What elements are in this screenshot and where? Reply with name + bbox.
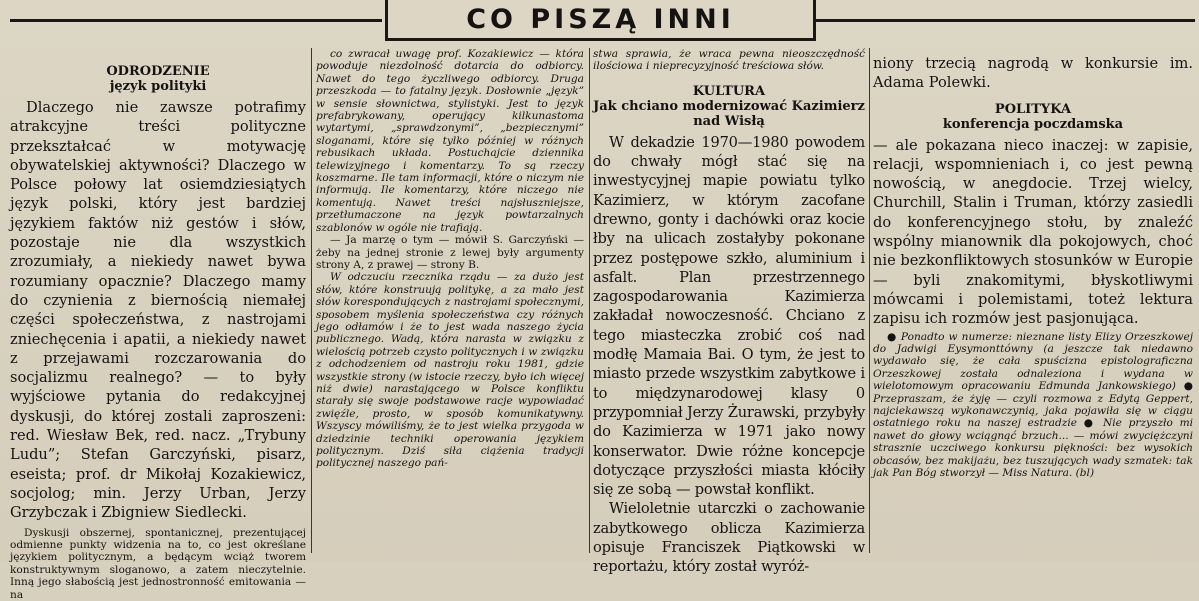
masthead-rule-right xyxy=(815,19,1195,22)
section-heading: KULTURA xyxy=(692,83,766,99)
section-heading: POLITYKA xyxy=(994,101,1072,117)
article-paragraph: Wieloletnie utarczki o zachowanie zabytkowego oblicza Kazimierza opisuje Franciszek Piątkowski w reportażu, który został wyróż- xyxy=(593,500,865,576)
article-paragraph: — ale pokazana nieco inaczej: w zapisie, relacji, wspomnieniach i, co jest pewną nowością, w anegdocie. Trzej wielcy, Churchill, Stalin i Truman, którzy zasiedli do konferencyjnego stołu, by znaleźć wspólny mianownik dla pokojowych, choć nie bezkonfliktowych stosunków w Europie — byli znakomitymi, błyskotliwymi mówcami i polemistami, toteż lektura zapisu ich rozmów jest pasjonująca. xyxy=(873,136,1193,328)
column-divider xyxy=(311,48,312,553)
masthead-title: CO PISZĄ INNI xyxy=(385,0,816,41)
column-divider xyxy=(869,48,870,553)
article-paragraph: stwa sprawia, że wraca pewna nieoszczędność ilościowa i nieprecyzyjność treściowa słów. xyxy=(593,48,865,73)
article-paragraph: — Ja marzę o tym — mówił S. Garczyński — żeby na jednej stronie z lewej były argumenty strony A, z prawej — strony B. xyxy=(316,234,584,271)
column-divider xyxy=(589,48,590,553)
masthead-rule-left xyxy=(10,19,382,22)
article-paragraph: Dyskusji obszernej, spontanicznej, prezentującej odmienne punkty widzenia na to, co jest określane językiem politycznym, a będącym wciąż tworem konstruktywnym sloganowo, a zatem nieczytelnie. Inną jego słabością jest jednostronność emitowania — na xyxy=(10,526,306,601)
article-paragraph: Dlaczego nie zawsze potrafimy atrakcyjne treści polityczne przekształcać w motywację obywatelskiej aktywności? Dlaczego w Polsce połowy lat osiemdziesiątych język polski, który jest bardziej językiem faktów niż gestów i słów, pozostaje nie dla wszystkich zrozumiały, a niekiedy nawet bywa rozumiany opacznie? Dlaczego mamy do czynienia z biernością niemałej części społeczeństwa, z nastrojami zniechęcenia i apatii, a niekiedy nawet z przejawami rozczarowania do socjalizmu realnego? — to były wyjściowe pytania do redakcyjnej dyskusji, do której zostali zaproszeni: red. Wiesław Bek, red. nacz. „Trybuny Ludu”; Stefan Garczyński, pisarz, eseista; prof. dr Mikołaj Kozakiewicz, socjolog; min. Jerzy Urban, Jerzy Grzybczak i Zbigniew Siedlecki. xyxy=(10,99,306,522)
article-paragraph: co zwracał uwagę prof. Kozakiewicz — która powoduje niezdolność dotarcia do odbiorcy. Nawet do tego życzliwego odbiorcy. Druga przeszkoda — to fatalny język. Dosłownie „język” w sensie słownictwa, stylistyki. Jest to język prefabrykowany, operujący kilkunastoma wytartymi, „sprawdzonymi”, „bezpiecznymi” sloganami, które się tylko później w różnych rebusikach układa. Postuchajcie dziennika telewizyjnego i komentarzy. To są rzeczy koszmarne. Ile tam informacji, które o niczym nie informują. Ile komentarzy, które niczego nie komentują. Nawet treści najsłuszniejsze, przetłumaczone na język powtarzalnych szablonów w ogóle nie trafiają. xyxy=(316,48,584,234)
article-paragraph: W dekadzie 1970—1980 powodem do chwały mógł stać się na inwestycyjnej mapie powiatu tylko Kazimierz, w którym zacofane drewno, gonty i dachówki oraz kocie łby na ulicach zostałyby pokonane przez postępowe szkło, aluminium i asfalt. Plan przestrzennego zagospodarowania Kazimierza zakładał nowoczesność. Chciano z tego miasteczka zrobić coś nad modłę Mamaia Bai. O tym, że jest to miasto przede wszystkim zabytkowe i to międzynarodowej klasy 0 przypomniał Jerzy Żurawski, przybyły do Kazimierza w 1971 jako nowy konserwator. Dwie różne koncepcje dotyczące przyszłości miasta kłóciły się ze sobą — powstał konflikt. xyxy=(593,133,865,499)
column-odrodzenie xyxy=(10,55,306,601)
column-kultura xyxy=(593,48,865,576)
article-paragraph: W odczuciu rzecznika rządu — za dużo jest słów, które konstruują politykę, a za mało jest słów korespondujących z nastrojami społecznymi, sposobem myślenia społeczeństwa czy różnych jego odłamów i że to jest wada naszego życia publicznego. Wadą, która narasta w związku z wielością potrzeb czysto politycznych i w związku z odchodzeniem od nastroju roku 1981, gdzie wszystkie strony (w istocie rzeczy, było ich więcej niż dwie) narastającego w Polsce konfliktu starały się swoje podstawowe racje wypowiadać zwięźle, prosto, w sposób komunikatywny. Wszyscy mówiliśmy, że to jest wielka przygoda w dziedzinie techniki operowania językiem politycznym. Dziś siła ciążenia tradycji politycznej naszego pań- xyxy=(316,271,584,470)
column-continuation xyxy=(316,48,584,548)
section-subtitle: język polityki xyxy=(109,79,207,94)
section-heading: ODRODZENIE xyxy=(106,64,210,79)
column-polityka xyxy=(873,48,1193,548)
article-paragraph: ● Ponadto w numerze: nieznane listy Elizy Orzeszkowej do Jadwigi Eysymonttówny (a jeszcze tak niedawno wydawało się, że cała spuścizna epistolograficzna Orzeszkowej została odnaleziona i wydana w wielotomowym opracowaniu Edmunda Jankowskiego) ● Przepraszam, że żyję — czyli rozmowa z Edytą Geppert, najciekawszą wykonawczynią, jaka pojawiła się w ciągu ostatniego roku na naszej estradzie ● Nie przyszło mi nawet do głowy wciągnąć brzuch... — mówi zwyciężczyni strasznie uczciwego konkursu piękności: bez wysokich obcasów, bez makijażu, bez tuszujących wady szmatek: tak jak Pan Bóg stworzył — Miss Natura. (bl) xyxy=(873,330,1193,480)
section-subtitle: konferencja poczdamska xyxy=(942,116,1124,132)
article-paragraph: niony trzecią nagrodą w konkursie im. Adama Polewki. xyxy=(873,55,1193,92)
section-subtitle: Jak chciano modernizować Kazimierz nad Wisłą xyxy=(593,98,865,129)
